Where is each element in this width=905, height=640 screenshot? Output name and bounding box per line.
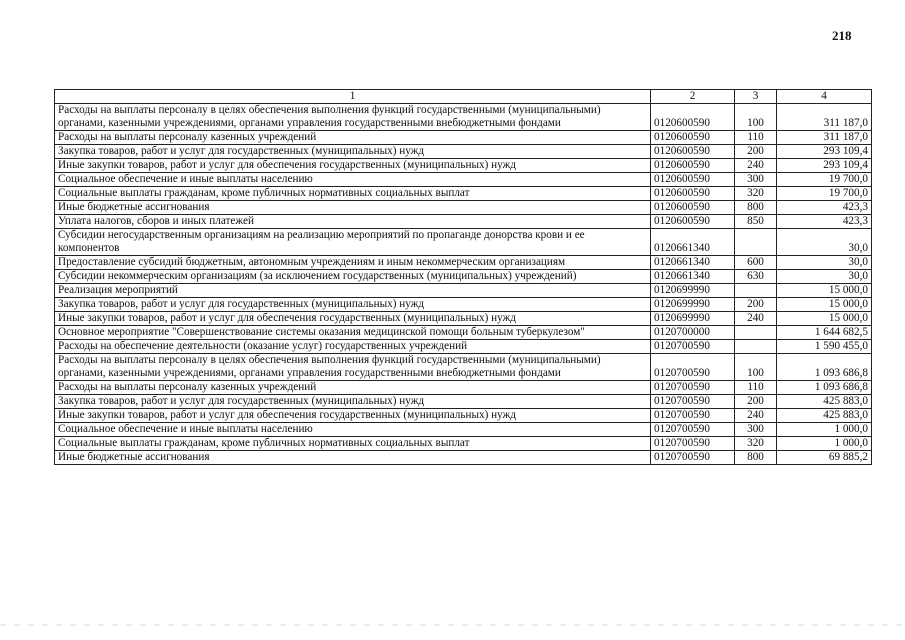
row-name: Иные закупки товаров, работ и услуг для обеспечения государственных (муниципальных) нужд xyxy=(55,159,651,173)
row-amount: 293 109,4 xyxy=(777,145,872,159)
row-expense-type xyxy=(735,326,777,340)
table-row xyxy=(55,340,872,354)
row-code: 0120700590 xyxy=(651,451,735,465)
row-name: Социальное обеспечение и иные выплаты населению xyxy=(55,173,651,187)
table-row xyxy=(55,381,872,395)
row-code: 0120700590 xyxy=(651,423,735,437)
row-name: Иные закупки товаров, работ и услуг для обеспечения государственных (муниципальных) нужд xyxy=(55,409,651,423)
row-expense-type: 240 xyxy=(735,159,777,173)
row-name: Социальные выплаты гражданам, кроме публичных нормативных социальных выплат xyxy=(55,437,651,451)
row-amount: 1 093 686,8 xyxy=(777,381,872,395)
row-name: Расходы на выплаты персоналу казенных учреждений xyxy=(55,381,651,395)
row-code: 0120700590 xyxy=(651,437,735,451)
row-code: 0120600590 xyxy=(651,173,735,187)
row-amount: 15 000,0 xyxy=(777,312,872,326)
budget-table xyxy=(54,89,872,465)
row-code: 0120600590 xyxy=(651,104,735,131)
row-expense-type xyxy=(735,229,777,256)
row-name: Расходы на выплаты персоналу в целях обеспечения выполнения функций государственными (муниципальными) органами, казенными учреждениями, органами управления государственными внебюджетными фондами xyxy=(55,104,651,131)
row-amount: 30,0 xyxy=(777,270,872,284)
row-name: Социальное обеспечение и иные выплаты населению xyxy=(55,423,651,437)
row-amount: 19 700,0 xyxy=(777,173,872,187)
row-code: 0120700590 xyxy=(651,354,735,381)
row-code: 0120699990 xyxy=(651,298,735,312)
row-amount: 1 590 455,0 xyxy=(777,340,872,354)
table-row xyxy=(55,395,872,409)
row-amount: 1 093 686,8 xyxy=(777,354,872,381)
row-code: 0120600590 xyxy=(651,187,735,201)
table-row xyxy=(55,229,872,256)
table-row xyxy=(55,131,872,145)
row-code: 0120661340 xyxy=(651,270,735,284)
row-code: 0120600590 xyxy=(651,215,735,229)
row-expense-type: 240 xyxy=(735,312,777,326)
header-col-1: 1 xyxy=(55,90,651,104)
row-expense-type: 100 xyxy=(735,354,777,381)
row-expense-type xyxy=(735,340,777,354)
row-name: Расходы на выплаты персоналу в целях обеспечения выполнения функций государственными (муниципальными) органами, казенными учреждениями, органами управления государственными внебюджетными фондами xyxy=(55,354,651,381)
row-code: 0120700000 xyxy=(651,326,735,340)
row-amount: 425 883,0 xyxy=(777,395,872,409)
row-expense-type: 320 xyxy=(735,187,777,201)
row-name: Социальные выплаты гражданам, кроме публичных нормативных социальных выплат xyxy=(55,187,651,201)
row-name: Расходы на выплаты персоналу казенных учреждений xyxy=(55,131,651,145)
row-name: Закупка товаров, работ и услуг для государственных (муниципальных) нужд xyxy=(55,145,651,159)
row-expense-type: 800 xyxy=(735,451,777,465)
row-name: Субсидии некоммерческим организациям (за исключением государственных (муниципальных) учреждений) xyxy=(55,270,651,284)
table-row xyxy=(55,270,872,284)
row-code: 0120661340 xyxy=(651,256,735,270)
row-code: 0120700590 xyxy=(651,409,735,423)
header-col-4: 4 xyxy=(777,90,872,104)
row-amount: 1 000,0 xyxy=(777,437,872,451)
row-name: Расходы на обеспечение деятельности (оказание услуг) государственных учреждений xyxy=(55,340,651,354)
row-code: 0120600590 xyxy=(651,201,735,215)
row-amount: 311 187,0 xyxy=(777,131,872,145)
row-amount: 30,0 xyxy=(777,229,872,256)
table-row xyxy=(55,145,872,159)
table-row xyxy=(55,437,872,451)
row-name: Уплата налогов, сборов и иных платежей xyxy=(55,215,651,229)
row-amount: 19 700,0 xyxy=(777,187,872,201)
row-expense-type: 630 xyxy=(735,270,777,284)
row-code: 0120700590 xyxy=(651,340,735,354)
row-code: 0120600590 xyxy=(651,159,735,173)
table-row xyxy=(55,423,872,437)
row-expense-type: 200 xyxy=(735,145,777,159)
row-name: Закупка товаров, работ и услуг для государственных (муниципальных) нужд xyxy=(55,395,651,409)
row-name: Реализация мероприятий xyxy=(55,284,651,298)
row-expense-type: 240 xyxy=(735,409,777,423)
table-row xyxy=(55,104,872,131)
row-expense-type xyxy=(735,284,777,298)
table-row xyxy=(55,354,872,381)
table-row xyxy=(55,215,872,229)
row-expense-type: 320 xyxy=(735,437,777,451)
row-name: Иные закупки товаров, работ и услуг для обеспечения государственных (муниципальных) нужд xyxy=(55,312,651,326)
row-expense-type: 200 xyxy=(735,395,777,409)
row-amount: 1 000,0 xyxy=(777,423,872,437)
table-header xyxy=(55,90,872,104)
row-name: Предоставление субсидий бюджетным, автономным учреждениям и иным некоммерческим организациям xyxy=(55,256,651,270)
row-code: 0120700590 xyxy=(651,395,735,409)
page-number: 218 xyxy=(832,28,852,43)
row-code: 0120600590 xyxy=(651,131,735,145)
row-expense-type: 100 xyxy=(735,104,777,131)
table-row xyxy=(55,284,872,298)
row-name: Иные бюджетные ассигнования xyxy=(55,451,651,465)
table-row xyxy=(55,409,872,423)
table-row xyxy=(55,298,872,312)
header-col-3: 3 xyxy=(735,90,777,104)
row-name: Субсидии негосударственным организациям на реализацию мероприятий по пропаганде донорства крови и ее компонентов xyxy=(55,229,651,256)
row-code: 0120699990 xyxy=(651,312,735,326)
row-amount: 30,0 xyxy=(777,256,872,270)
row-amount: 311 187,0 xyxy=(777,104,872,131)
row-amount: 69 885,2 xyxy=(777,451,872,465)
row-amount: 425 883,0 xyxy=(777,409,872,423)
row-name: Основное мероприятие "Совершенствование системы оказания медицинской помощи больным туберкулезом" xyxy=(55,326,651,340)
row-expense-type: 300 xyxy=(735,173,777,187)
row-expense-type: 200 xyxy=(735,298,777,312)
row-expense-type: 110 xyxy=(735,131,777,145)
row-expense-type: 300 xyxy=(735,423,777,437)
row-code: 0120700590 xyxy=(651,381,735,395)
table-row xyxy=(55,312,872,326)
row-amount: 1 644 682,5 xyxy=(777,326,872,340)
row-expense-type: 850 xyxy=(735,215,777,229)
row-name: Закупка товаров, работ и услуг для государственных (муниципальных) нужд xyxy=(55,298,651,312)
row-code: 0120661340 xyxy=(651,229,735,256)
table-row xyxy=(55,451,872,465)
row-code: 0120699990 xyxy=(651,284,735,298)
table-row xyxy=(55,173,872,187)
table-body xyxy=(55,104,872,465)
row-amount: 15 000,0 xyxy=(777,284,872,298)
row-amount: 423,3 xyxy=(777,215,872,229)
row-name: Иные бюджетные ассигнования xyxy=(55,201,651,215)
scan-edge-noise xyxy=(0,624,905,626)
table-row xyxy=(55,187,872,201)
row-expense-type: 800 xyxy=(735,201,777,215)
table-row xyxy=(55,256,872,270)
row-code: 0120600590 xyxy=(651,145,735,159)
row-amount: 423,3 xyxy=(777,201,872,215)
row-expense-type: 110 xyxy=(735,381,777,395)
row-amount: 15 000,0 xyxy=(777,298,872,312)
table-row xyxy=(55,159,872,173)
row-expense-type: 600 xyxy=(735,256,777,270)
row-amount: 293 109,4 xyxy=(777,159,872,173)
table-row xyxy=(55,201,872,215)
header-col-2: 2 xyxy=(651,90,735,104)
table-row xyxy=(55,326,872,340)
